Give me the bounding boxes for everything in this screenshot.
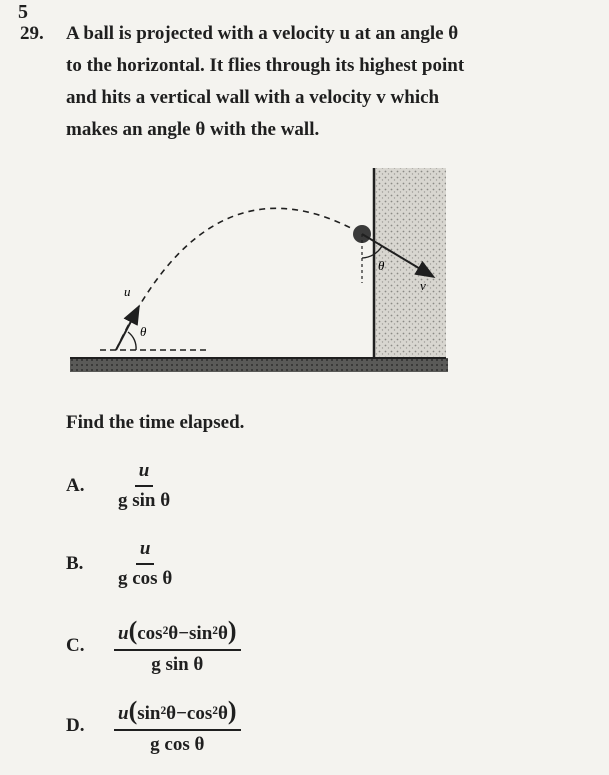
option-letter: B. — [66, 553, 84, 574]
option-b[interactable] — [66, 538, 176, 590]
denominator: g cos θ — [118, 568, 173, 589]
option-d[interactable] — [66, 696, 241, 756]
denominator: g sin θ — [118, 490, 171, 511]
question-number: 29. — [20, 23, 44, 44]
question-line: makes an angle θ with the wall. — [66, 119, 320, 140]
option-letter: D. — [66, 715, 85, 736]
option-fraction — [114, 616, 241, 676]
option-letter: A. — [66, 475, 85, 496]
wall — [374, 168, 446, 363]
numerator: u(cos²θ−sin²θ) — [114, 616, 241, 651]
label-u: u — [124, 284, 131, 299]
option-fraction — [114, 538, 176, 590]
numerator: u(sin²θ−cos²θ) — [114, 696, 241, 731]
numerator: u — [136, 538, 155, 565]
question-text — [66, 18, 586, 146]
label-theta-wall: θ — [378, 258, 385, 273]
question-line: A ball is projected with a velocity u at an angle θ — [66, 23, 459, 44]
question-line: and hits a vertical wall with a velocity v which — [66, 87, 440, 108]
question-line: to the horizontal. It flies through its highest point — [66, 55, 465, 76]
option-a[interactable] — [66, 460, 174, 512]
denominator: g cos θ — [150, 734, 205, 755]
option-letter: C. — [66, 635, 85, 656]
velocity-u-arrow — [116, 308, 138, 350]
projectile-diagram — [60, 158, 460, 388]
option-c[interactable] — [66, 616, 241, 676]
option-fraction — [114, 460, 174, 512]
option-fraction — [114, 696, 241, 756]
launch-angle-arc — [128, 332, 136, 350]
trajectory — [116, 208, 362, 350]
numerator: u — [135, 460, 154, 487]
ground — [70, 358, 448, 372]
prompt: Find the time elapsed. — [66, 412, 245, 433]
label-v: v — [420, 278, 426, 293]
page-number: 5 — [18, 1, 28, 23]
denominator: g sin θ — [151, 654, 204, 675]
label-theta-launch: θ — [140, 324, 147, 339]
